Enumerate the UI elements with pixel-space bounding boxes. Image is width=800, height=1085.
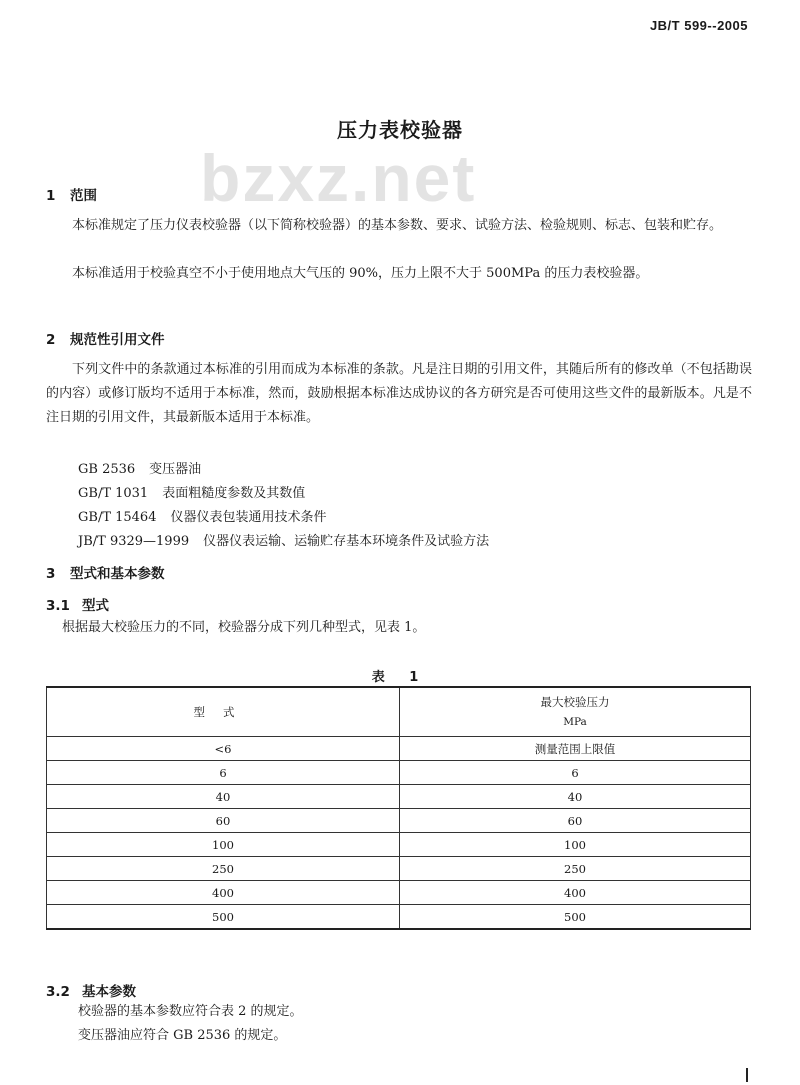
section-number: 3.2 <box>46 984 70 1000</box>
header-max-pressure-label: 最大校验压力 <box>540 695 610 709</box>
section-title: 型式和基本参数 <box>70 566 165 582</box>
page-edge-mark <box>746 1068 748 1082</box>
cell-type: 60 <box>47 809 400 833</box>
cell-pressure: 100 <box>400 833 751 857</box>
cell-pressure: 400 <box>400 881 751 905</box>
section-number: 3 <box>46 566 56 582</box>
table-row <box>47 809 751 833</box>
section-1-paragraph-1: 本标准规定了压力仪表校验器（以下简称校验器）的基本参数、要求、试验方法、检验规则、标志、包装和贮存。 <box>72 218 723 233</box>
table-row <box>47 857 751 881</box>
cell-pressure: 500 <box>400 905 751 930</box>
reference-code: GB/T 15464 <box>78 510 157 525</box>
header-unit: MPa <box>563 716 587 728</box>
section-2-heading <box>46 328 165 348</box>
section-3-2-heading <box>46 980 136 1000</box>
reference-name: 变压器油 <box>149 462 202 477</box>
table-row <box>47 761 751 785</box>
cell-type: 500 <box>47 905 400 930</box>
cell-type: 250 <box>47 857 400 881</box>
cell-type: <6 <box>47 737 400 761</box>
reference-code: JB/T 9329—1999 <box>78 534 190 549</box>
cell-pressure: 6 <box>400 761 751 785</box>
cell-type: 400 <box>47 881 400 905</box>
header-max-pressure <box>400 687 751 737</box>
table-row <box>47 905 751 930</box>
table-row <box>47 785 751 809</box>
watermark: bzxz.net <box>200 141 477 215</box>
document-title: 压力表校验器 <box>337 118 463 142</box>
table-row <box>47 833 751 857</box>
reference-item <box>78 458 201 477</box>
reference-name: 表面粗糙度参数及其数值 <box>162 486 306 501</box>
section-title: 型式 <box>82 598 109 614</box>
section-2-paragraph-1: 下列文件中的条款通过本标准的引用而成为本标准的条款。凡是注日期的引用文件，其随后所有的修改单（不包括勘误的内容）或修订版均不适用于本标准，然而，鼓励根据本标准达成协议的各方研究是否可使用这些文件的最新版本。凡是不注日期的引用文件，其最新版本适用于本标准。 <box>46 362 752 425</box>
table-header-row <box>47 687 751 737</box>
section-title: 范围 <box>70 188 97 204</box>
table-row <box>47 881 751 905</box>
section-3-1-heading <box>46 594 109 614</box>
cell-pressure: 60 <box>400 809 751 833</box>
reference-code: GB 2536 <box>78 462 136 477</box>
cell-pressure: 测量范围上限值 <box>400 737 751 761</box>
cell-type: 6 <box>47 761 400 785</box>
header-type: 型式 <box>47 687 400 737</box>
reference-item <box>78 506 327 525</box>
section-1-heading <box>46 184 97 204</box>
table-1-caption: 表 1 <box>371 670 429 685</box>
cell-pressure: 40 <box>400 785 751 809</box>
reference-name: 仪器仪表包装通用技术条件 <box>170 510 327 525</box>
section-3-1-paragraph: 根据最大校验压力的不同，校验器分成下列几种型式，见表 1。 <box>62 620 426 635</box>
section-number: 1 <box>46 188 56 204</box>
section-3-2-paragraph-2: 变压器油应符合 GB 2536 的规定。 <box>78 1028 287 1043</box>
reference-code: GB/T 1031 <box>78 486 149 501</box>
cell-type: 100 <box>47 833 400 857</box>
section-1-paragraph-2: 本标准适用于校验真空不小于使用地点大气压的 90%，压力上限不大于 500MPa 的压力表校验器。 <box>72 266 649 281</box>
cell-pressure: 250 <box>400 857 751 881</box>
cell-type: 40 <box>47 785 400 809</box>
section-number: 3.1 <box>46 598 70 614</box>
reference-name: 仪器仪表运输、运输贮存基本环境条件及试验方法 <box>203 534 490 549</box>
section-number: 2 <box>46 332 56 348</box>
section-title: 基本参数 <box>82 984 136 1000</box>
reference-item <box>78 530 489 549</box>
table-1 <box>46 686 751 930</box>
section-3-heading <box>46 562 165 582</box>
standard-number: JB/T 599--2005 <box>649 18 748 33</box>
reference-item <box>78 482 305 501</box>
table-row <box>47 737 751 761</box>
section-title: 规范性引用文件 <box>70 332 165 348</box>
section-3-2-paragraph-1: 校验器的基本参数应符合表 2 的规定。 <box>78 1004 303 1019</box>
